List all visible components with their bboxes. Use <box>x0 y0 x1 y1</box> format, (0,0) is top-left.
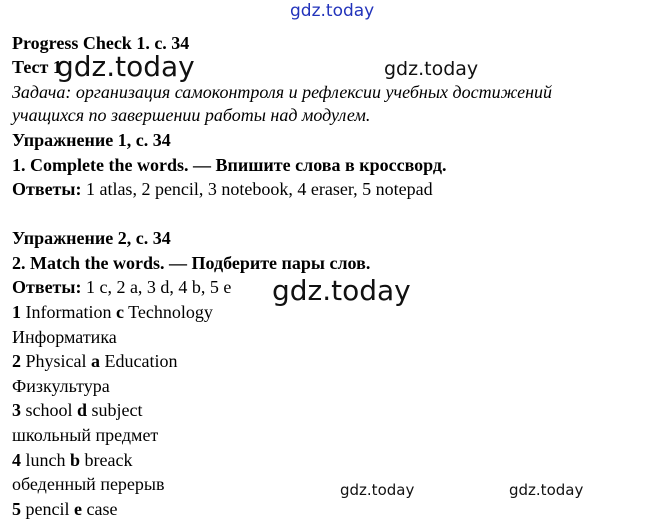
answers-text: 1 с, 2 а, 3 d, 4 b, 5 e <box>85 277 232 297</box>
watermark: gdz.today <box>272 274 411 307</box>
exercise-1-instruction: 1. Complete the words. — Впишите слова в кроссворд. <box>12 155 447 175</box>
watermark: gdz.today <box>384 58 479 80</box>
pair-first-word: pencil <box>25 498 70 519</box>
pair-line <box>12 449 132 471</box>
pair-line <box>12 301 213 323</box>
watermark-top: gdz.today <box>290 1 375 21</box>
pair-first-word: Information <box>25 302 112 322</box>
pair-number: 5 <box>12 498 21 519</box>
exercise-2-instruction: 2. Match the words. — Подберите пары слов. <box>12 253 371 273</box>
answers-label: Ответы: <box>12 179 82 199</box>
task-line-2: учащихся по завершении работы над модулем. <box>12 105 371 125</box>
task-line-1: Задача: организация самоконтроля и рефлексии учебных достижений <box>12 82 553 102</box>
pair-line <box>12 498 117 520</box>
watermark: gdz.today <box>56 50 195 83</box>
pair-line <box>12 350 177 372</box>
exercise-2-heading: Упражнение 2, с. 34 <box>12 228 171 248</box>
pair-translation: обеденный перерыв <box>12 474 165 495</box>
exercise-1-heading: Упражнение 1, с. 34 <box>12 130 171 150</box>
pair-second-word: breack <box>84 449 133 470</box>
answers-text: 1 atlas, 2 pencil, 3 notebook, 4 eraser, 5 notepad <box>85 179 433 199</box>
pair-first-word: lunch <box>25 449 66 470</box>
pair-line <box>12 399 143 421</box>
pair-translation: Информатика <box>12 326 117 347</box>
answers-label: Ответы: <box>12 277 82 297</box>
exercise-2-answers <box>12 276 231 298</box>
pair-number: 4 <box>12 449 21 470</box>
pair-letter: e <box>73 498 82 519</box>
pair-translation: Физкультура <box>12 375 110 396</box>
exercise-1-answers <box>12 178 433 200</box>
pair-letter: d <box>77 400 88 421</box>
pair-letter: c <box>115 302 124 322</box>
pair-number: 3 <box>12 400 21 421</box>
pair-number: 2 <box>12 351 21 372</box>
watermark: gdz.today <box>509 481 584 499</box>
page-title: Progress Check 1. с. 34 <box>12 33 190 53</box>
pair-first-word: Physical <box>25 351 87 372</box>
pair-letter: b <box>70 449 81 470</box>
pair-number: 1 <box>12 302 21 322</box>
test-subtitle: Тест 1 <box>12 57 62 77</box>
pair-second-word: case <box>86 498 118 519</box>
pair-second-word: Technology <box>128 302 213 322</box>
watermark: gdz.today <box>340 481 415 499</box>
pair-letter: a <box>91 351 100 372</box>
pair-translation: школьный предмет <box>12 425 159 445</box>
pair-first-word: school <box>25 400 73 421</box>
pair-second-word: subject <box>91 400 143 421</box>
pair-second-word: Education <box>104 351 178 372</box>
